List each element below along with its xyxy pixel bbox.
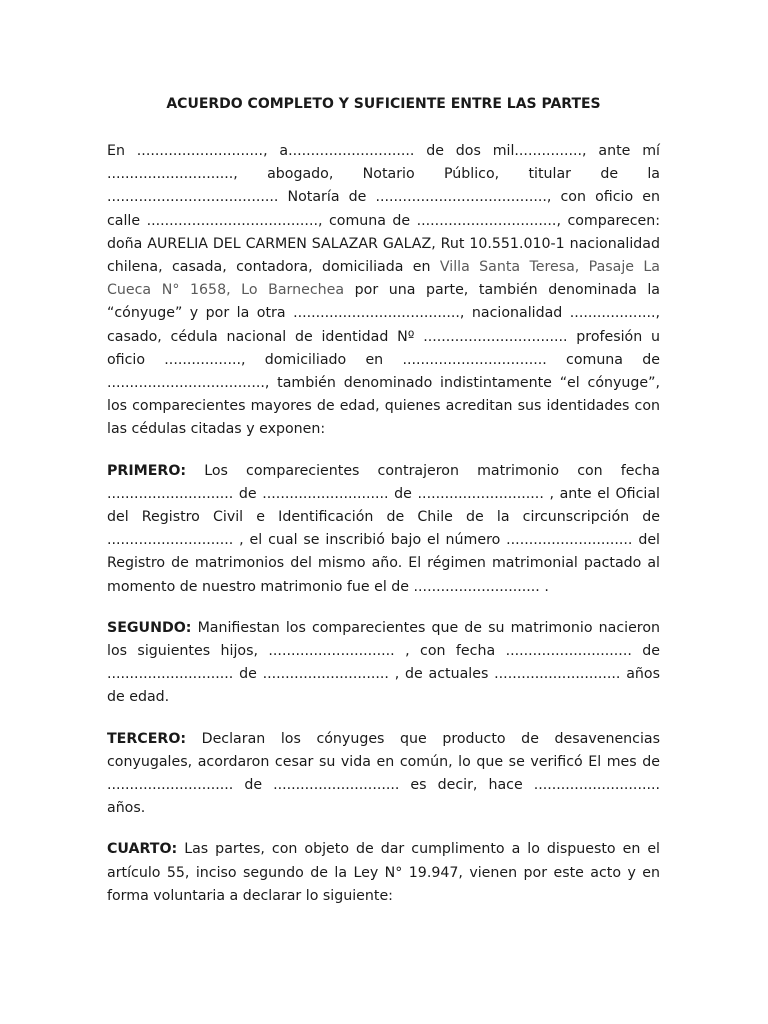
clause-cuarto-text: Las partes, con objeto de dar cumplimento a lo dispuesto en el artículo 55, inciso segundo de la Ley N° 19.947, vienen por este acto y en forma voluntaria a declarar lo siguiente: xyxy=(107,841,660,904)
clause-segundo xyxy=(107,617,660,710)
clause-tercero-label: TERCERO: xyxy=(107,730,187,747)
document-page xyxy=(107,90,660,908)
intro-paragraph xyxy=(107,140,660,442)
intro-text-1: En ............................, a............................ de dos mil..............., ante mí ............................, abogado, Notario Público, titular de la ...................................... Notaría de ......................................, con oficio en calle ......................................, comuna de ..............................., comparecen: doña AURELIA DEL CARMEN SALAZAR GALAZ, Rut 10.551.010-1 nacionalidad chilena, casada, contadora, domiciliada en xyxy=(107,143,660,276)
document-title: ACUERDO COMPLETO Y SUFICIENTE ENTRE LAS PARTES xyxy=(166,96,601,112)
intro-address: Villa Santa Teresa, Pasaje La Cueca N° 1658, Lo Barnechea xyxy=(107,259,660,299)
clause-primero-label: PRIMERO: xyxy=(107,462,187,479)
clause-tercero xyxy=(107,728,660,821)
clause-tercero-text: Declaran los cónyuges que producto de desavenencias conyugales, acordaron cesar su vida en común, lo que se verificó El mes de ............................ de ............................ es decir, hace ............................ años. xyxy=(107,730,660,817)
clause-cuarto xyxy=(107,838,660,908)
clause-segundo-text: Manifiestan los comparecientes que de su matrimonio nacieron los siguientes hijos, ............................ , con fecha ............................ de ............................ de ............................ , de actuales ............................ años de edad. xyxy=(107,619,660,706)
clause-primero xyxy=(107,460,660,599)
clause-cuarto-label: CUARTO: xyxy=(107,841,178,858)
clause-primero-text: Los comparecientes contrajeron matrimonio con fecha ............................ de ............................ de ............................ , ante el Oficial del Registro Civil e Identificación de Chile de la circunscripción de ............................ , el cual se inscribió bajo el número ............................ del Registro de matrimonios del mismo año. El régimen matrimonial pactado al momento de nuestro matrimonio fue el de ............................ . xyxy=(107,462,660,595)
clause-segundo-label: SEGUNDO: xyxy=(107,619,192,636)
intro-text-2: por una parte, también denominada la “cónyuge” y por la otra ....................................., nacionalidad ..................., casado, cédula nacional de identidad Nº ................................ profesión u oficio ................., domiciliado en ................................ comuna de ..................................., también denominado indistintamente “el cónyuge”, los comparecientes mayores de edad, quienes acreditan sus identidades con las cédulas citadas y exponen: xyxy=(107,282,660,438)
